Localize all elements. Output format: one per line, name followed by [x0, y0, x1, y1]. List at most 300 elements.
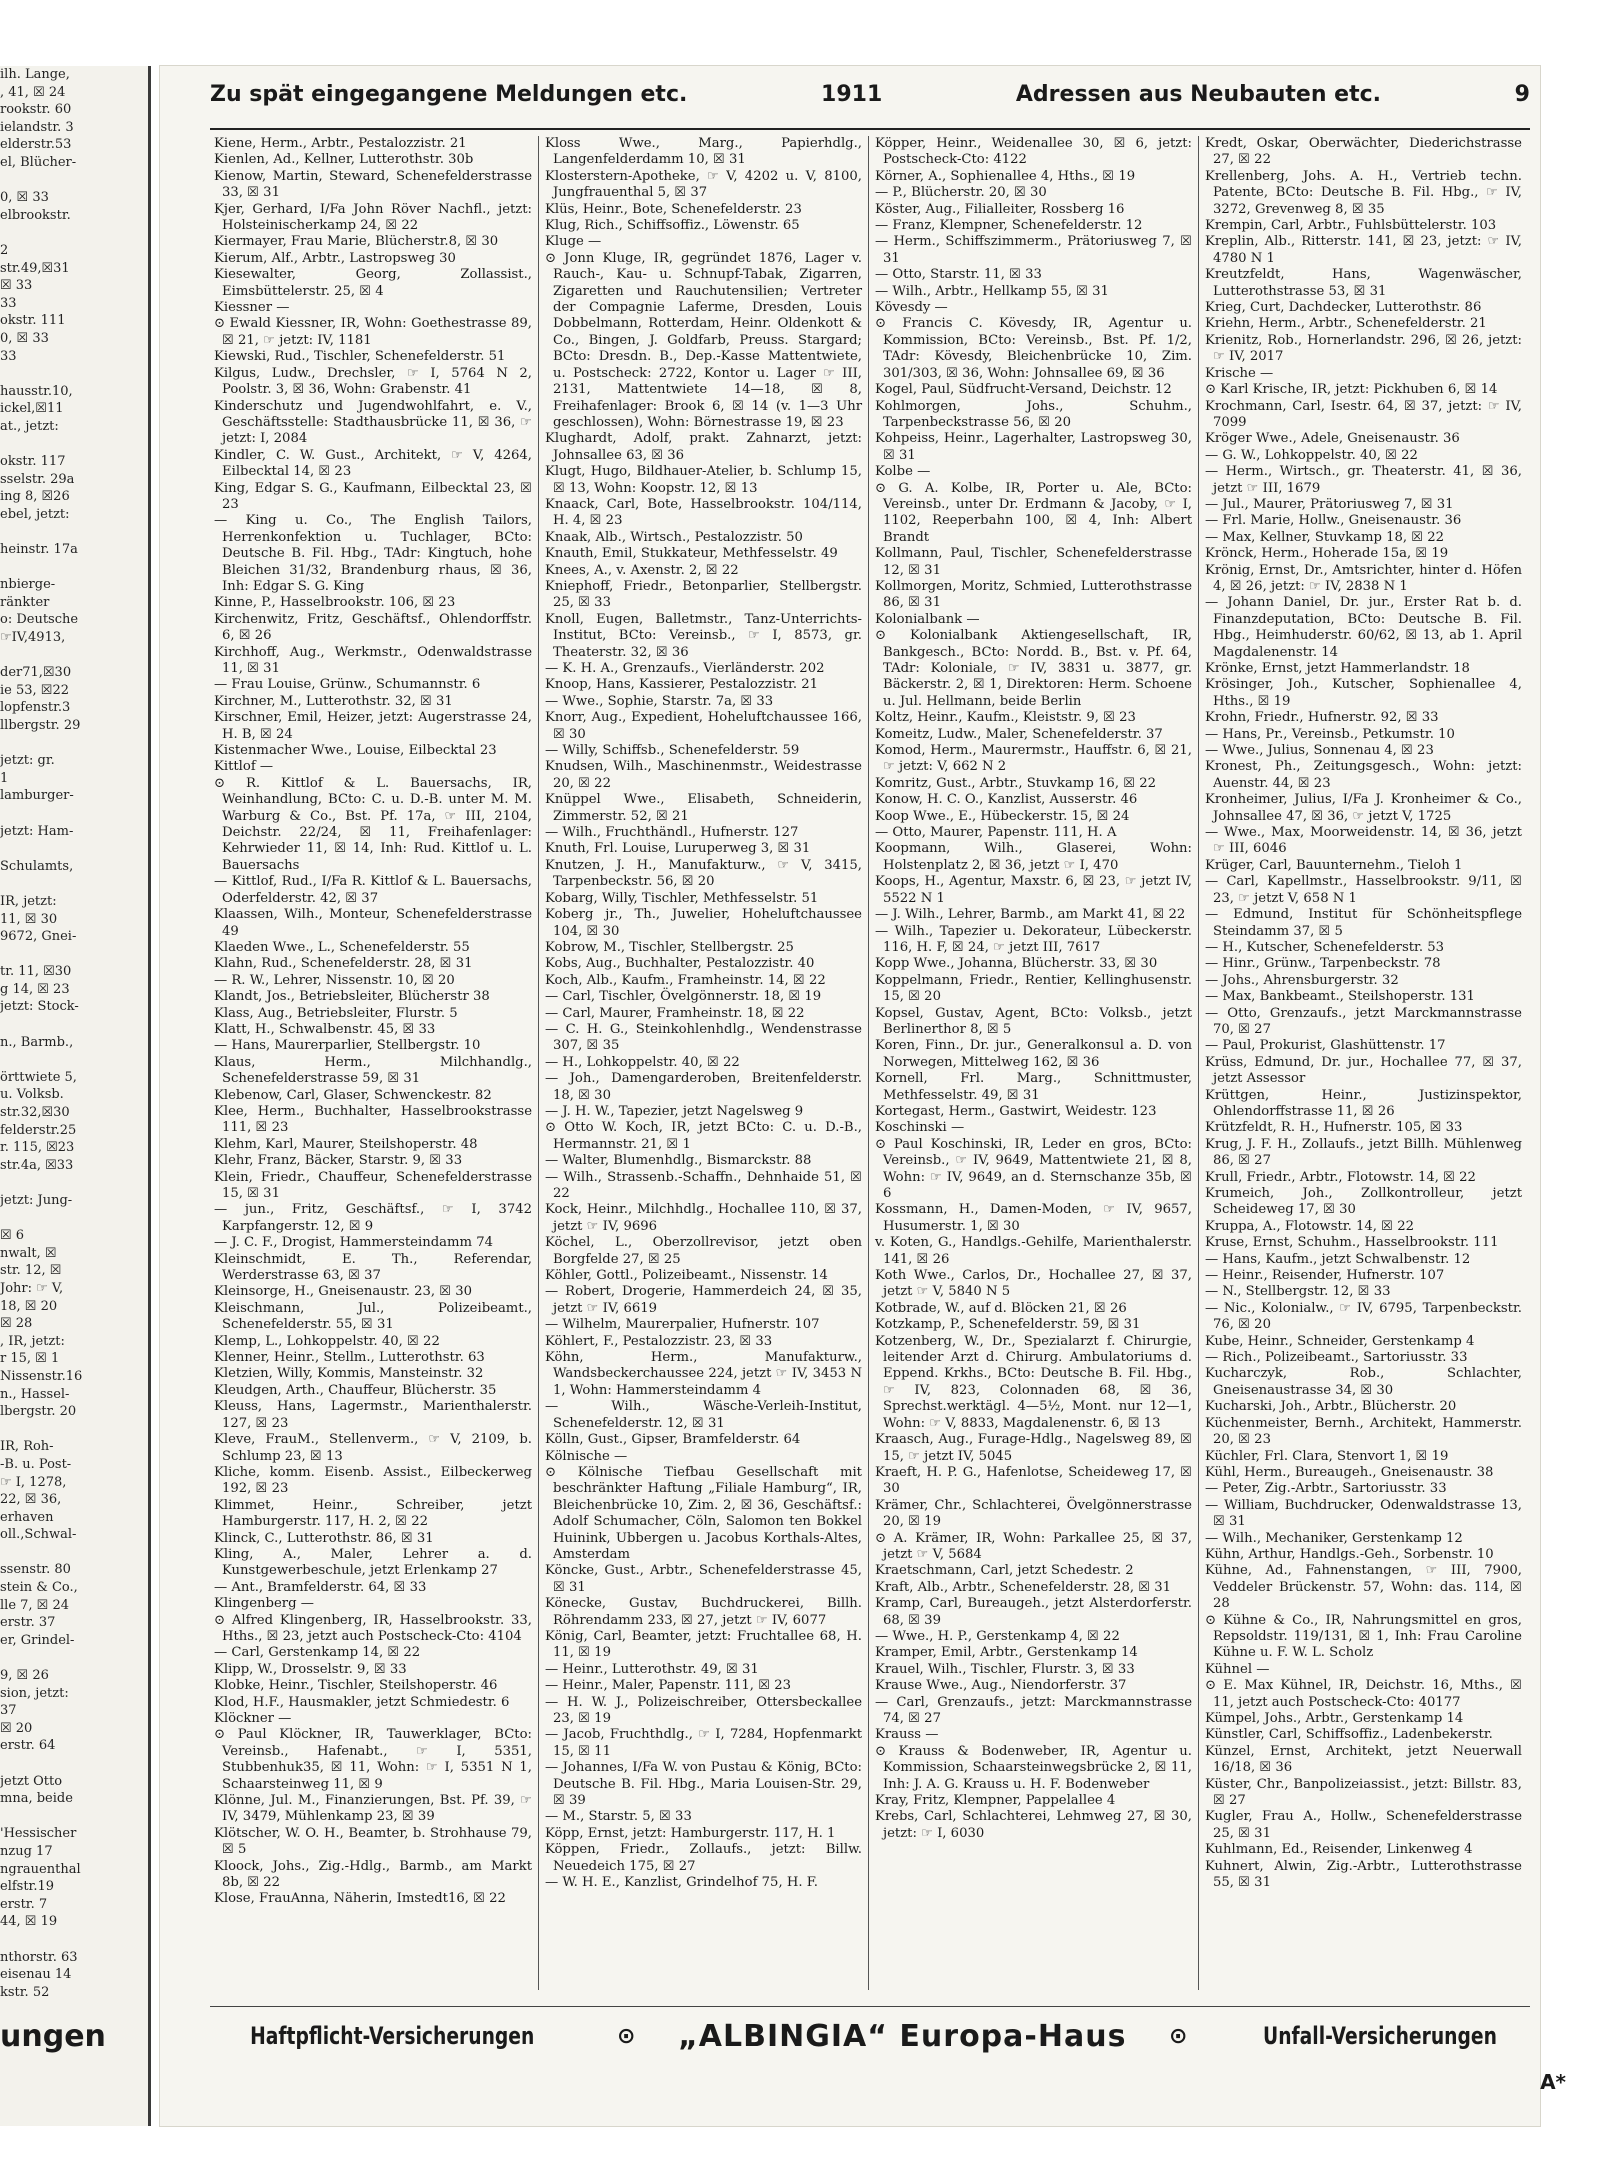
directory-entry: Kreplin, Alb., Ritterstr. 141, ☒ 23, jetzt: ☞ IV, 4780 N 1 [1205, 234, 1522, 266]
directory-entry: — Carl, Kapellmstr., Hasselbrookstr. 9/11, ☒ 23, ☞ jetzt V, 658 N 1 [1205, 874, 1522, 906]
directory-entry: — J. H. W., Tapezier, jetzt Nagelsweg 9 [545, 1103, 804, 1119]
directory-entry: Koppelmann, Friedr., Rentier, Kellinghusenstr. 15, ☒ 20 [875, 972, 1192, 1005]
directory-entry: Klebenow, Carl, Glaser, Schwenckestr. 82 [214, 1087, 492, 1103]
adjacent-page-line: ränkter [0, 594, 50, 610]
directory-entry: Kramper, Emil, Arbtr., Gerstenkamp 14 [875, 1645, 1138, 1661]
header-left-title: Zu spät eingegangene Meldungen etc. [210, 82, 688, 107]
directory-entry: Kruse, Ernst, Schuhm., Hasselbrookstr. 111 [1205, 1235, 1499, 1251]
directory-entry: Kronest, Ph., Zeitungsgesch., Wohn: jetzt: Auenstr. 44, ☒ 23 [1205, 759, 1522, 791]
directory-entry: Krempin, Carl, Arbtr., Fuhlsbüttelerstr. 103 [1205, 218, 1497, 234]
directory-entry: Klenner, Heinr., Stellm., Lutterothstr. 63 [214, 1350, 485, 1366]
directory-entry: Krumeich, Joh., Zollkontrolleur, jetzt Scheideweg 17, ☒ 30 [1205, 1186, 1522, 1218]
adjacent-page-line [0, 647, 148, 665]
adjacent-page-line: , IR, jetzt: [0, 1333, 65, 1349]
adjacent-page-line: jetzt: Jung- [0, 1193, 73, 1208]
adjacent-page-line: jetzt: Ham- [0, 823, 74, 839]
adjacent-page-line: 44, ☒ 19 [0, 1914, 58, 1930]
directory-entry: Kierum, Alf., Arbtr., Lastropsweg 30 [214, 250, 456, 266]
directory-entry: Klönne, Jul. M., Finanzierungen, Bst. Pf. 39, ☞ IV, 3479, Mühlenkamp 23, ☒ 39 [214, 1793, 532, 1825]
adjacent-page-line [0, 735, 148, 753]
directory-entry: ⊙ Ewald Kiessner, IR, Wohn: Goethestrasse 89, ☒ 21, ☞ jetzt: IV, 1181 [214, 316, 532, 348]
adjacent-page-line [0, 1016, 148, 1034]
directory-entry: Kinderschutz und Jugendwohlfahrt, e. V., Geschäftsstelle: Stadthausbrücke 11, ☒ 36, ☞ jetzt: I, 2084 [214, 398, 532, 447]
directory-entry: Kucharczyk, Rob., Schlachter, Gneisenaustrasse 34, ☒ 30 [1205, 1366, 1522, 1398]
directory-entry: Köncke, Gust., Arbtr., Schenefelderstrasse 45, ☒ 31 [545, 1563, 862, 1595]
adjacent-page-line [0, 1210, 148, 1228]
directory-entry: Kümpel, Johs., Arbtr., Gerstenkamp 14 [1205, 1711, 1464, 1726]
page-header [210, 82, 1530, 116]
directory-entry: Körner, A., Sophienallee 4, Hths., ☒ 19 [875, 168, 1136, 184]
directory-entry: — W. H. E., Kanzlist, Grindelhof 75, H. F. [545, 1875, 818, 1891]
directory-entry: ⊙ Krauss & Bodenweber, IR, Agentur u. Kommission, Schaarsteinwegsbrücke 2, ☒ 11, Inh: J. A. G. Krauss u. H. F. Bodenweber [875, 1743, 1192, 1792]
adjacent-page-line [0, 1931, 148, 1949]
adjacent-page-line: ing 8, ☒26 [0, 489, 70, 505]
adjacent-page-line: sion, jetzt: [0, 1685, 69, 1701]
adjacent-page-line [0, 805, 148, 823]
directory-entry: — G. W., Lohkoppelstr. 40, ☒ 22 [1205, 447, 1418, 463]
directory-entry: Koch, Alb., Kaufm., Framheinstr. 14, ☒ 22 [545, 972, 826, 988]
directory-entry: Kiessner — [214, 300, 290, 316]
adjacent-page-line: ssenstr. 80 [0, 1562, 71, 1578]
directory-entry: Kruppa, A., Flotowstr. 14, ☒ 22 [1205, 1218, 1414, 1234]
adjacent-page-line [0, 559, 148, 577]
directory-entry: Kleinschmidt, E. Th., Referendar, Werderstrasse 63, ☒ 37 [214, 1251, 532, 1284]
adjacent-page-line: 37 [0, 1703, 17, 1719]
directory-entry: Konow, H. C. O., Kanzlist, Ausserstr. 46 [875, 792, 1138, 808]
adjacent-page-line: jetzt: Stock- [0, 999, 79, 1015]
adjacent-page-line: 33 [0, 295, 17, 311]
adjacent-page-line: nwalt, ☒ [0, 1245, 57, 1261]
directory-entry: Klee, Herm., Buchhalter, Hasselbrookstrasse 111, ☒ 23 [214, 1103, 532, 1136]
adjacent-page-line: u. Volksb. [0, 1087, 64, 1103]
adjacent-page-line: ilh. Lange, [0, 67, 70, 82]
directory-entry: Kletzien, Willy, Kommis, Mansteinstr. 32 [214, 1366, 484, 1382]
directory-entry: Kiene, Herm., Arbtr., Pestalozzistr. 21 [214, 136, 467, 151]
directory-entry: Koopmann, Wilh., Glaserei, Wohn: Holstenplatz 2, ☒ 36, jetzt ☞ I, 470 [875, 841, 1192, 873]
directory-entry: — Hans, Kaufm., jetzt Schwalbenstr. 12 [1205, 1251, 1471, 1267]
directory-entry: — Wwe., Julius, Sonnenau 4, ☒ 23 [1205, 743, 1434, 759]
adjacent-page-line: eisenau 14 [0, 1967, 72, 1983]
adjacent-page-line [0, 365, 148, 383]
directory-entry: Kraetschmann, Carl, jetzt Schedestr. 2 [875, 1563, 1134, 1579]
directory-entry: Klehm, Karl, Maurer, Steilshoperstr. 48 [214, 1136, 478, 1152]
directory-entry: Kuhlmann, Ed., Reisender, Linkenweg 4 [1205, 1842, 1473, 1858]
directory-entry: Klingenberg — [214, 1596, 314, 1612]
footer-rule [210, 2006, 1530, 2007]
directory-entry: Kühnel — [1205, 1661, 1270, 1677]
directory-entry: Knudsen, Wilh., Maschinenmstr., Weidestrasse 20, ☒ 22 [545, 759, 862, 791]
directory-entry: Köhlert, F., Pestalozzistr. 23, ☒ 33 [545, 1333, 773, 1349]
adjacent-page-line: ☒ 6 [0, 1228, 25, 1244]
directory-entry: Klugt, Hugo, Bildhauer-Atelier, b. Schlump 15, ☒ 13, Wohn: Koopstr. 12, ☒ 13 [545, 464, 862, 496]
directory-entry: — William, Buchdrucker, Odenwaldstrasse 13, ☒ 31 [1205, 1497, 1522, 1530]
adjacent-page-line: 0, ☒ 33 [0, 330, 49, 346]
directory-entry: Kiesewalter, Georg, Zollassist., Eimsbüttelerstr. 25, ☒ 4 [214, 267, 532, 299]
adjacent-page-line [0, 1174, 148, 1192]
directory-entry: — Otto, Grenzaufs., jetzt Marckmannstrasse 70, ☒ 27 [1205, 1005, 1522, 1037]
adjacent-page-line: IR, Roh- [0, 1439, 54, 1455]
adjacent-page-line: -B. u. Post- [0, 1456, 72, 1472]
directory-entry: Kopsel, Gustav, Agent, BCto: Volksb., jetzt Berlinerthor 8, ☒ 5 [875, 1005, 1192, 1037]
directory-entry: Krieg, Curt, Dachdecker, Lutterothstr. 86 [1205, 300, 1482, 316]
directory-entry: Koltz, Heinr., Kaufm., Kleiststr. 9, ☒ 23 [875, 710, 1136, 726]
directory-entry: Kotbrade, W., auf d. Blöcken 21, ☒ 26 [875, 1300, 1127, 1316]
directory-entry: — Herm., Wirtsch., gr. Theaterstr. 41, ☒ 36, jetzt ☞ III, 1679 [1205, 464, 1522, 496]
directory-entry: Krull, Friedr., Arbtr., Flotowstr. 14, ☒ 22 [1205, 1169, 1476, 1185]
adjacent-page-line: stein & Co., [0, 1580, 78, 1596]
adjacent-page-line: 22, ☒ 36, [0, 1492, 62, 1508]
adjacent-page-line: 1 [0, 770, 9, 786]
directory-entry: Klaeden Wwe., L., Schenefelderstr. 55 [214, 939, 470, 955]
header-year: 1911 [821, 82, 883, 107]
directory-entry: — Carl, Tischler, Övelgönnerstr. 18, ☒ 19 [545, 989, 822, 1005]
adjacent-page-line: 2 [0, 242, 9, 258]
adjacent-page-line: Nissenstr.16 [0, 1368, 83, 1384]
adjacent-page-line: tr. 11, ☒30 [0, 964, 72, 980]
directory-entry: Kobarg, Willy, Tischler, Methfesselstr. 51 [545, 890, 819, 906]
directory-entry: Kobrow, M., Tischler, Stellbergstr. 25 [545, 939, 794, 955]
directory-entry: Krüss, Edmund, Dr. jur., Hochallee 77, ☒ 37, jetzt Assessor [1205, 1054, 1522, 1087]
adjacent-page-line: mna, beide [0, 1791, 73, 1807]
adjacent-page-line: erhaven [0, 1509, 54, 1525]
adjacent-page-line: kstr. 52 [0, 1984, 50, 2000]
directory-entry: Klehr, Franz, Bäcker, Starstr. 9, ☒ 33 [214, 1153, 463, 1169]
directory-entry: Kühn, Arthur, Handlgs.-Geh., Sorbenstr. 10 [1205, 1546, 1494, 1562]
directory-entry: ⊙ R. Kittlof & L. Bauersachs, IR, Weinhandlung, BCto: C. u. D.-B. unter M. M. Warburg & Co., Bst. Pf. 17a, ☞ III, 2104, Deichstr. 22/24, ☒ 11, Freihafenlager: Kehrwieder 11, ☒ 14, Inh: Rud. Kittlof u. L. Bauersachs [214, 775, 532, 873]
directory-entry: Kirchhoff, Aug., Werkmstr., Odenwaldstrasse 11, ☒ 31 [214, 644, 532, 676]
directory-entry: Kühl, Herm., Bureaugeh., Gneisenaustr. 38 [1205, 1464, 1494, 1480]
adjacent-page-line [0, 1755, 148, 1773]
adjacent-page-line: okstr. 111 [0, 313, 66, 329]
directory-entry: Krönig, Ernst, Dr., Amtsrichter, hinter d. Höfen 4, ☒ 26, jetzt: ☞ IV, 2838 N 1 [1205, 562, 1522, 594]
directory-entry: Klüs, Heinr., Bote, Schenefelderstr. 23 [545, 201, 802, 217]
directory-entry: Kraft, Alb., Arbtr., Schenefelderstr. 28, ☒ 31 [875, 1579, 1172, 1595]
directory-entry: Kollmann, Paul, Tischler, Schenefelderstrasse 12, ☒ 31 [875, 546, 1192, 578]
directory-entry: — Johann Daniel, Dr. jur., Erster Rat b. d. Finanzdeputation, BCto: Deutsche B. Fil. Hbg., Heimhuderstr. 60/62, ☒ 13, ab 1. April Magdalenenstr. 14 [1205, 595, 1522, 660]
directory-entry: Kotzkamp, P., Schenefelderstr. 59, ☒ 31 [875, 1317, 1141, 1333]
directory-entry: — Heinr., Reisender, Hufnerstr. 107 [1205, 1268, 1445, 1284]
adjacent-page-line: 'Hessischer [0, 1826, 77, 1842]
directory-entry: Kövesdy — [875, 300, 948, 316]
directory-entry: Krochmann, Carl, Isestr. 64, ☒ 37, jetzt: ☞ IV, 7099 [1205, 398, 1522, 430]
directory-entry: Kortegast, Herm., Gastwirt, Weidestr. 123 [875, 1103, 1157, 1119]
directory-entry: Krämer, Chr., Schlachterei, Övelgönnerstrasse 20, ☒ 19 [875, 1497, 1192, 1530]
adjacent-page-line [0, 172, 148, 190]
directory-entry: Knaak, Alb., Wirtsch., Pestalozzistr. 50 [545, 529, 803, 545]
footer-bullet-icon: ⊙ [1169, 2023, 1188, 2049]
directory-entry: — jun., Fritz, Geschäftsf., ☞ I, 3742 Karpfangerstr. 12, ☒ 9 [214, 1202, 532, 1234]
directory-entry: — K. H. A., Grenzaufs., Vierländerstr. 202 [545, 661, 825, 676]
adjacent-page-line: Schulamts, [0, 858, 74, 874]
directory-entry: Kistenmacher Wwe., Louise, Eilbecktal 23 [214, 743, 497, 759]
directory-entry: Kinne, P., Hasselbrookstr. 106, ☒ 23 [214, 595, 456, 611]
directory-entry: Krienitz, Rob., Hornerlandstr. 296, ☒ 26, jetzt: ☞ IV, 2017 [1205, 332, 1522, 365]
adjacent-page-line: g 14, ☒ 23 [0, 981, 70, 997]
adjacent-page-line: str.49,☒31 [0, 260, 70, 276]
adjacent-page-line [0, 840, 148, 858]
directory-entry: Klein, Friedr., Chauffeur, Schenefelderstrasse 15, ☒ 31 [214, 1169, 532, 1201]
directory-entry: — Carl, Maurer, Framheinstr. 18, ☒ 22 [545, 1005, 805, 1021]
directory-entry: Krützfeldt, R. H., Hufnerstr. 105, ☒ 33 [1205, 1120, 1463, 1136]
adjacent-page-line: ickel,☒11 [0, 401, 64, 417]
footer-left: Haftpflicht-Versicherungen [250, 2022, 535, 2050]
directory-entry: Kleuss, Hans, Lagermstr., Marienthalerstr. 127, ☒ 23 [214, 1399, 532, 1431]
directory-entry: Knauth, Emil, Stukkateur, Methfesselstr. 49 [545, 546, 838, 562]
directory-entry: — Hans, Maurerparlier, Stellbergstr. 10 [214, 1038, 481, 1054]
directory-entry: Kramp, Carl, Bureaugeh., jetzt Alsterdorferstr. 68, ☒ 39 [875, 1596, 1192, 1628]
directory-entry: — Wilhelm, Maurerpalier, Hufnerstr. 107 [545, 1317, 820, 1333]
directory-entry: Kollmorgen, Moritz, Schmied, Lutterothstrasse 86, ☒ 31 [875, 578, 1192, 611]
adjacent-page-line: ☞IV,4913, [0, 630, 66, 645]
directory-entry: — Paul, Prokurist, Glashüttenstr. 17 [1205, 1038, 1446, 1054]
adjacent-page-line [0, 1421, 148, 1439]
directory-entry: Kleinsorge, H., Gneisenaustr. 23, ☒ 30 [214, 1284, 473, 1300]
directory-entry: ⊙ Otto W. Koch, IR, jetzt BCto: C. u. D.-B., Hermannstr. 21, ☒ 1 [545, 1120, 862, 1152]
directory-entry: — Walter, Blumenhdlg., Bismarckstr. 88 [545, 1153, 812, 1169]
directory-entry: Kossmann, H., Damen-Moden, ☞ IV, 9657, Husumerstr. 1, ☒ 30 [875, 1202, 1192, 1234]
directory-entry: — H. W. J., Polizeischreiber, Ottersbeckallee 23, ☒ 19 [545, 1694, 862, 1726]
directory-entry: Kleischmann, Jul., Polizeibeamt., Schenefelderstr. 55, ☒ 31 [214, 1300, 532, 1333]
adjacent-page-line: ☒ 28 [0, 1316, 33, 1332]
directory-entry: Küchler, Frl. Clara, Stenvort 1, ☒ 19 [1205, 1448, 1449, 1464]
directory-entry: Komeitz, Ludw., Maler, Schenefelderstr. 37 [875, 726, 1163, 742]
adjacent-page-line: n., Barmb., [0, 1034, 74, 1050]
directory-entry: Knutzen, J. H., Manufakturw., ☞ V, 3415, Tarpenbeckstr. 56, ☒ 20 [545, 857, 862, 890]
directory-entry: ⊙ Jonn Kluge, IR, gegründet 1876, Lager v. Rauch-, Kau- u. Schnupf-Tabak, Zigarren, Zigaretten und Rauchutensilien; Vertreter der Compagnie Laferme, Dresden, Louis Dobbelmann, Rotterdam, Heinr. Oldenkott & Co., Bingen, J. Goldfarb, Preuss. Stargard; BCto: Dresdn. B., Dep.-Kasse Mattentwiete, u. Postscheck: 2722, Kontor u. Lager ☞ III, 2131, Mattentwiete 14—18, ☒ 8, Freihafenlager: Brook 6, ☒ 14 (v. 1—3 Uhr geschlossen), Wohn: Börnestrasse 19, ☒ 23 [545, 250, 862, 430]
directory-entry: Kienow, Martin, Steward, Schenefelderstrasse 33, ☒ 31 [214, 168, 532, 201]
directory-entry: — Wilh., Strassenb.-Schaffn., Dehnhaide 51, ☒ 22 [545, 1169, 862, 1201]
directory-entry: Knoll, Eugen, Balletmstr., Tanz-Unterrichts-Institut, BCto: Vereinsb., ☞ I, 8573, gr. Theaterstr. 32, ☒ 36 [545, 611, 862, 660]
adjacent-page-line: elbrookstr. [0, 207, 71, 223]
directory-entry: Kolbe — [875, 464, 931, 480]
directory-entry: — Wilh., Fruchthändl., Hufnerstr. 127 [545, 825, 799, 841]
footer-bullet-icon: ⊙ [617, 2023, 636, 2049]
directory-entry: Kronheimer, Julius, I/Fa J. Kronheimer & Co., Johnsallee 47, ☒ 36, ☞ jetzt V, 1725 [1205, 792, 1522, 824]
adjacent-page-line: n., Hassel- [0, 1386, 70, 1402]
adjacent-page-line: str. 12, ☒ [0, 1263, 62, 1279]
directory-entry: — Heinr., Lutterothstr. 49, ☒ 31 [545, 1661, 759, 1677]
page-number: 9 [1514, 82, 1530, 107]
directory-entry: — Herm., Schiffszimmerm., Prätoriusweg 7, ☒ 31 [875, 234, 1192, 266]
directory-entry: — H., Lohkoppelstr. 40, ☒ 22 [545, 1054, 740, 1070]
directory-entry: — C. H. G., Steinkohlenhdlg., Wendenstrasse 307, ☒ 35 [545, 1021, 862, 1054]
directory-entry: Kube, Heinr., Schneider, Gerstenkamp 4 [1205, 1333, 1475, 1349]
directory-entry: Kobs, Aug., Buchhalter, Pestalozzistr. 40 [545, 956, 815, 972]
directory-entry: Krösinger, Joh., Kutscher, Sophienallee 4, Hths., ☒ 19 [1205, 677, 1522, 709]
directory-entry: Klass, Aug., Betriebsleiter, Flurstr. 5 [214, 1005, 458, 1021]
adjacent-page-line: erstr. 7 [0, 1896, 48, 1912]
directory-entry: Klinck, C., Lutterothstr. 86, ☒ 31 [214, 1530, 434, 1546]
directory-entry: ⊙ E. Max Kühnel, IR, Deichstr. 16, Mths., ☒ 11, jetzt auch Postscheck-Cto: 40177 [1205, 1678, 1522, 1710]
directory-entry: Knuth, Frl. Louise, Luruperweg 3, ☒ 31 [545, 841, 811, 857]
directory-entry: Kugler, Frau A., Hollw., Schenefelderstrasse 25, ☒ 31 [1205, 1809, 1522, 1841]
directory-entry: Klobke, Heinr., Tischler, Steilshoperstr. 46 [214, 1678, 498, 1694]
directory-entry: Klöckner — [214, 1711, 292, 1726]
directory-entry: Klughardt, Adolf, prakt. Zahnarzt, jetzt: Johnsallee 63, ☒ 36 [545, 431, 862, 463]
directory-entry: Kopp Wwe., Johanna, Blücherstr. 33, ☒ 30 [875, 956, 1158, 972]
directory-entry: — M., Starstr. 5, ☒ 33 [545, 1809, 692, 1825]
directory-entry: ⊙ Francis C. Kövesdy, IR, Agentur u. Kommission, BCto: Vereinsb., Bst. Pf. 1/2, TAdr: Kövesdy, Bleichenbrücke 10, Zim. 301/303, ☒ 36, Wohn: Johnsallee 69, ☒ 36 [875, 316, 1192, 381]
directory-entry: Kuhnert, Alwin, Zig.-Arbtr., Lutterothstrasse 55, ☒ 31 [1205, 1858, 1522, 1891]
column-4 [1198, 136, 1528, 1990]
directory-entry: Köster, Aug., Filialleiter, Rossberg 16 [875, 201, 1125, 217]
directory-entry: Kohpeiss, Heinr., Lagerhalter, Lastropsweg 30, ☒ 31 [875, 431, 1192, 463]
directory-entry: Knees, A., v. Axenstr. 2, ☒ 22 [545, 562, 739, 578]
directory-entry: — Max, Kellner, Stuvkamp 18, ☒ 22 [1205, 529, 1445, 545]
directory-entry: Klemp, L., Lohkoppelstr. 40, ☒ 22 [214, 1333, 440, 1349]
directory-entry: Komod, Herm., Maurermstr., Hauffstr. 6, ☒ 21, ☞ jetzt: V, 662 N 2 [875, 743, 1192, 775]
directory-entry: ⊙ Kölnische Tiefbau Gesellschaft mit beschränkter Haftung „Filiale Hamburg“, IR, Bleichenbrücke 10, Zim. 2, ☒ 36, Geschäftsf.: Adolf Schumacher, Cöln, Salomon ten Bokkel Huinink, Ubbergen u. Jacobus Korthals-Altes, Amsterdam [545, 1464, 862, 1562]
directory-entry: Klosterstern-Apotheke, ☞ V, 4202 u. V, 8100, Jungfrauenthal 5, ☒ 37 [545, 168, 862, 201]
directory-entry: ⊙ A. Krämer, IR, Wohn: Parkallee 25, ☒ 37, jetzt ☞ V, 5684 [875, 1530, 1192, 1562]
directory-entry: Kloock, Johs., Zig.-Hdlg., Barmb., am Markt 8b, ☒ 22 [214, 1858, 532, 1891]
directory-entry: Komritz, Gust., Arbtr., Stuvkamp 16, ☒ 22 [875, 775, 1156, 791]
adjacent-page-line: 9672, Gnei- [0, 929, 77, 945]
directory-entry: Koschinski — [875, 1120, 965, 1136]
directory-entry: Kock, Heinr., Milchhdlg., Hochallee 110, ☒ 37, jetzt ☞ IV, 9696 [545, 1202, 862, 1234]
directory-entry: v. Koten, G., Handlgs.-Gehilfe, Marienthalerstr. 141, ☒ 26 [875, 1235, 1192, 1267]
directory-entry: Könecke, Gustav, Buchdruckerei, Billh. Röhrendamm 233, ☒ 27, jetzt ☞ IV, 6077 [545, 1596, 862, 1628]
directory-entry: Kniephoff, Friedr., Betonparlier, Stellbergstr. 25, ☒ 33 [545, 578, 862, 611]
directory-entry: Krauel, Wilh., Tischler, Flurstr. 3, ☒ 33 [875, 1661, 1135, 1677]
directory-entry: Köpp, Ernst, jetzt: Hamburgerstr. 117, H. 1 [545, 1825, 836, 1841]
directory-entry: Krauss — [875, 1727, 939, 1743]
directory-entry: — Wilh., Tapezier u. Dekorateur, Lübeckerstr. 116, H. F, ☒ 24, ☞ jetzt III, 7617 [875, 923, 1192, 955]
directory-entry: Kjer, Gerhard, I/Fa John Röver Nachfl., jetzt: Holsteinischerkamp 24, ☒ 22 [214, 201, 532, 234]
directory-entry: Kiermayer, Frau Marie, Blücherstr.8, ☒ 30 [214, 234, 499, 250]
directory-entry: — Otto, Starstr. 11, ☒ 33 [875, 267, 1042, 283]
directory-entry: Kilgus, Ludw., Drechsler, ☞ I, 5764 N 2, Poolstr. 3, ☒ 36, Wohn: Grabenstr. 41 [214, 365, 532, 398]
directory-entry: — Joh., Damengarderoben, Breitenfelderstr. 18, ☒ 30 [545, 1071, 862, 1103]
directory-entry: — J. Wilh., Lehrer, Barmb., am Markt 41, ☒ 22 [875, 907, 1186, 923]
adjacent-page-line: ngrauenthal [0, 1861, 81, 1877]
adjacent-page-line [0, 875, 148, 893]
directory-entry: Krause Wwe., Aug., Niendorferstr. 37 [875, 1678, 1127, 1694]
directory-entry: Klod, H.F., Hausmakler, jetzt Schmiedestr. 6 [214, 1694, 510, 1710]
adjacent-page-line: el, Blücher- [0, 154, 77, 170]
directory-entry: Klötscher, W. O. H., Beamter, b. Strohhause 79, ☒ 5 [214, 1825, 532, 1858]
adjacent-page-line: nthorstr. 63 [0, 1949, 78, 1965]
directory-entry: Knüppel Wwe., Elisabeth, Schneiderin, Zimmerstr. 52, ☒ 21 [545, 792, 862, 824]
directory-entry: — P., Blücherstr. 20, ☒ 30 [875, 185, 1047, 201]
directory-entry: — H., Kutscher, Schenefelderstr. 53 [1205, 939, 1445, 955]
header-rule [210, 128, 1530, 130]
directory-entry: Kirchner, M., Lutterothstr. 32, ☒ 31 [214, 693, 453, 709]
directory-entry: Klose, FrauAnna, Näherin, Imstedt16, ☒ 22 [214, 1891, 506, 1907]
directory-entry: — Wwe., Sophie, Starstr. 7a, ☒ 33 [545, 693, 774, 709]
adjacent-page-line: erstr. 64 [0, 1738, 56, 1754]
directory-entry: Kröger Wwe., Adele, Gneisenaustr. 36 [1205, 431, 1460, 447]
footer-center: „ALBINGIA“ Europa-Haus [678, 2018, 1127, 2054]
directory-entry: ⊙ Kühne & Co., IR, Nahrungsmittel en gros, Repsoldstr. 119/131, ☒ 1, Inh: Frau Caroline Kühne u. F. W. L. Scholz [1205, 1612, 1522, 1661]
directory-entry: Künstler, Carl, Schiffsoffiz., Ladenbekerstr. [1205, 1727, 1493, 1743]
directory-entry: Kindler, C. W. Gust., Architekt, ☞ V, 4264, Eilbecktal 14, ☒ 23 [214, 447, 532, 480]
directory-entry: King, Edgar S. G., Kaufmann, Eilbecktal 23, ☒ 23 [214, 480, 532, 512]
adjacent-page-strip [0, 66, 151, 2126]
adjacent-page-line: r. 115, ☒23 [0, 1140, 75, 1156]
directory-entry: — Willy, Schiffsb., Schenefelderstr. 59 [545, 743, 800, 759]
directory-entry: — Jacob, Fruchthdlg., ☞ I, 7284, Hopfenmarkt 15, ☒ 11 [545, 1727, 862, 1759]
directory-entry: Koop Wwe., E., Hübeckerstr. 15, ☒ 24 [875, 808, 1130, 824]
adjacent-page-line: der71,☒30 [0, 665, 72, 681]
directory-entry: — Ant., Bramfelderstr. 64, ☒ 33 [214, 1579, 427, 1595]
directory-entry: Kiewski, Rud., Tischler, Schenefelderstr. 51 [214, 349, 506, 365]
adjacent-page-line: sselstr. 29a [0, 471, 75, 487]
adjacent-page-line [0, 1051, 148, 1069]
directory-entry: — Carl, Gerstenkamp 14, ☒ 22 [214, 1645, 421, 1661]
directory-entry: Kucharski, Joh., Arbtr., Blücherstr. 20 [1205, 1399, 1457, 1415]
directory-entry: — King u. Co., The English Tailors, Herrenkonfektion u. Tuchlager, BCto: Deutsche B. Fil. Hbg., TAdr: Kingtuch, hohe Bleichen 31/32, Brandenburg rhaus, ☒ 36, Inh: Edgar S. G. King [214, 513, 532, 594]
directory-entry: — Max, Bankbeamt., Steilshoperstr. 131 [1205, 989, 1475, 1005]
printer-signature: A* [1540, 2070, 1566, 2094]
adjacent-page-line: oll.,Schwal- [0, 1527, 77, 1543]
directory-entry: Klug, Rich., Schiffsoffiz., Löwenstr. 65 [545, 218, 800, 234]
directory-entry: — Wwe., H. P., Gerstenkamp 4, ☒ 22 [875, 1628, 1120, 1644]
directory-entry: Kleudgen, Arth., Chauffeur, Blücherstr. 35 [214, 1382, 497, 1398]
adjacent-page-line: str.4a, ☒33 [0, 1157, 74, 1173]
adjacent-page-line [0, 1808, 148, 1826]
directory-entry: Köchel, L., Oberzollrevisor, jetzt oben Borgfelde 27, ☒ 25 [545, 1235, 862, 1267]
directory-entry: Klaassen, Wilh., Monteur, Schenefelderstrasse 49 [214, 907, 532, 939]
adjacent-page-line: okstr. 117 [0, 454, 66, 470]
directory-entry: Krüttgen, Heinr., Justizinspektor, Ohlendorffstrasse 11, ☒ 26 [1205, 1087, 1522, 1119]
directory-entry: — Peter, Zig.-Arbtr., Sartoriusstr. 33 [1205, 1481, 1447, 1497]
directory-entry: — Hans, Pr., Vereinsb., Petkumstr. 10 [1205, 726, 1455, 742]
adjacent-page-line: ebel, jetzt: [0, 506, 70, 522]
directory-entry: Kraasch, Aug., Furage-Hdlg., Nagelsweg 89, ☒ 15, ☞ jetzt IV, 5045 [875, 1432, 1192, 1464]
directory-entry: Kluge — [545, 234, 602, 250]
adjacent-page-line [0, 1544, 148, 1562]
directory-entry: Klaus, Herm., Milchhandlg., Schenefelderstrasse 59, ☒ 31 [214, 1054, 532, 1087]
directory-entry: ⊙ Paul Koschinski, IR, Leder en gros, BCto: Vereinsb., ☞ IV, 9649, Mattentwiete 21, ☒ 8, Wohn: ☞ IV, 9649, an d. Sternschanze 35b, ☒ 6 [875, 1136, 1192, 1201]
directory-entry: — Edmund, Institut für Schönheitspflege Steindamm 37, ☒ 5 [1205, 907, 1522, 939]
directory-entry: Krug, J. F. H., Zollaufs., jetzt Billh. Mühlenweg 86, ☒ 27 [1205, 1136, 1522, 1169]
directory-entry: Krohn, Friedr., Hufnerstr. 92, ☒ 33 [1205, 710, 1439, 726]
directory-entry: Knoop, Hans, Kassierer, Pestalozzistr. 21 [545, 677, 819, 693]
directory-entry: — Otto, Maurer, Papenstr. 111, H. A [875, 825, 1117, 841]
adjacent-page-line: er, Grindel- [0, 1632, 75, 1648]
adjacent-page-line [0, 435, 148, 453]
directory-entry: Krönck, Herm., Hoherade 15a, ☒ 19 [1205, 546, 1449, 562]
directory-entry: Krische — [1205, 365, 1274, 381]
directory-entry: Krüger, Carl, Bauunternehm., Tieloh 1 [1205, 857, 1463, 873]
adjacent-page-text [0, 66, 148, 2001]
adjacent-page-line: jetzt: gr. [0, 753, 55, 769]
directory-entry: Kreutzfeldt, Hans, Wagenwäscher, Lutterothstrasse 53, ☒ 31 [1205, 267, 1522, 299]
directory-entry: Kölnische — [545, 1448, 628, 1464]
adjacent-page-line: 33 [0, 348, 17, 364]
directory-entry: ⊙ Paul Klöckner, IR, Tauwerklager, BCto: Vereinsb., Hafenabt., ☞ I, 5351, Stubbenhuk35, ☒ 11, Wohn: ☞ I, 5351 N 1, Schaarsteinweg 11, ☒ 9 [214, 1727, 532, 1792]
adjacent-page-line: 11, ☒ 30 [0, 911, 58, 927]
directory-entry: Knorr, Aug., Expedient, Hoheluftchaussee 166, ☒ 30 [545, 710, 862, 742]
directory-entry: — Franz, Klempner, Schenefelderstr. 12 [875, 218, 1143, 234]
adjacent-page-line: Johr: ☞ V, [0, 1280, 64, 1296]
directory-entry: — R. W., Lehrer, Nissenstr. 10, ☒ 20 [214, 972, 455, 988]
directory-entry: Krebs, Carl, Schlachterei, Lehmweg 27, ☒ 30, jetzt: ☞ I, 6030 [875, 1809, 1192, 1841]
adjacent-page-line: ☒ 20 [0, 1720, 33, 1736]
directory-entry: Kleve, FrauM., Stellenverm., ☞ V, 2109, b. Schlump 23, ☒ 13 [214, 1432, 532, 1464]
directory-entry: Kotzenberg, W., Dr., Spezialarzt f. Chirurgie, leitender Arzt d. Chirurg. Ambulatoriums d. Eppend. Krkhs., BCto: Deutsche B. Fil. Hbg., ☞ IV, 823, Colonnaden 68, ☒ 36, Sprechst.werktägl. 4—5½, Mont. nur 12—1, Wohn: ☞ V, 8833, Magdalenenstr. 6, ☒ 13 [875, 1333, 1192, 1431]
directory-entry: Küster, Chr., Banpolizeiassist., jetzt: Billstr. 83, ☒ 27 [1205, 1776, 1522, 1809]
directory-entry: — Robert, Drogerie, Hammerdeich 24, ☒ 35, jetzt ☞ IV, 6619 [545, 1284, 862, 1316]
directory-entry: König, Carl, Beamter, jetzt: Fruchtallee 68, H. 11, ☒ 19 [545, 1628, 862, 1661]
directory-entry: — Kittlof, Rud., I/Fa R. Kittlof & L. Bauersachs, Oderfelderstr. 42, ☒ 37 [214, 874, 532, 906]
directory-entry: Koops, H., Agentur, Maxstr. 6, ☒ 23, ☞ jetzt IV, 5522 N 1 [875, 874, 1192, 906]
directory-entry: Köppen, Friedr., Zollaufs., jetzt: Billw. Neuedeich 175, ☒ 27 [545, 1842, 862, 1874]
adjacent-page-line: IR, jetzt: [0, 893, 57, 909]
directory-entry: Künzel, Ernst, Architekt, jetzt Neuerwall 16/18, ☒ 36 [1205, 1743, 1522, 1776]
column-3 [868, 136, 1198, 1990]
